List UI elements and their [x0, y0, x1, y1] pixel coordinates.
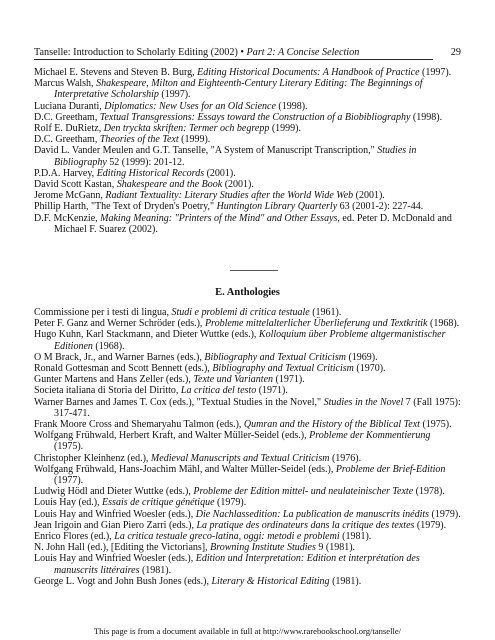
- entry-rest: 63 (2001-2): 227-44.: [337, 201, 424, 213]
- entry-title: Diplomatics: New Uses for an Old Science: [104, 100, 276, 112]
- entry-title: Probleme der Kommentierung: [309, 430, 431, 442]
- bibliography-entry: [34, 363, 462, 374]
- entry-author: Rolf E. DuRietz,: [34, 123, 104, 135]
- entry-title: Kolloquium über Probleme altgermanistischer Editionen: [54, 329, 446, 352]
- section-heading-anthologies: E. Anthologies: [215, 287, 280, 298]
- page-footer: This page is from a document available in full at http://www.rarebookschool.org/tanselle/: [93, 626, 402, 636]
- page-number: 29: [450, 47, 461, 58]
- entry-title: Texte und Varianten: [193, 374, 274, 386]
- entry-author: Wolfgang Frühwald, Herbert Kraft, and Walter Müller-Seidel (eds.),: [34, 430, 310, 442]
- section-divider: [230, 270, 278, 271]
- bibliography-entry: [34, 123, 462, 134]
- entry-title: Probleme der Brief-Edition: [335, 463, 446, 475]
- entry-rest: (1976).: [329, 452, 362, 464]
- entry-title: Studies in Bibliography: [54, 145, 417, 168]
- bibliography-entry: [34, 542, 462, 553]
- bibliography-entry: [34, 453, 462, 464]
- bibliography-entry: [34, 67, 462, 78]
- entry-title: Studi e problemi di critica testuale: [171, 307, 310, 318]
- bibliography-entry: [34, 352, 462, 363]
- entry-author: Wolfgang Frühwald, Hans-Joachim Mähl, and Walter Müller-Seidel (eds.),: [34, 463, 336, 475]
- entry-rest: (1997).: [419, 67, 452, 78]
- entry-rest: (1978).: [413, 486, 445, 498]
- entry-author: Ronald Gottesman and Scott Bennett (eds.),: [34, 363, 213, 375]
- entry-title: Editing Historical Documents: A Handbook of Practice: [197, 67, 420, 78]
- entry-title: Radiant Textuality: Literary Studies after the World Wide Web: [105, 190, 354, 202]
- entry-rest: (1975).: [54, 441, 84, 453]
- entry-rest: 52 (1999): 201-12.: [106, 156, 185, 168]
- bibliography-list-anthologies: [34, 307, 462, 587]
- bibliography-entry: [34, 553, 462, 575]
- entry-title: Bibliography and Textual Criticism: [212, 363, 354, 375]
- bibliography-entry: [34, 520, 462, 531]
- bibliography-entry: [34, 576, 462, 587]
- entry-author: O M Brack, Jr., and Warner Barnes (eds.),: [34, 351, 205, 363]
- entry-title: Editing Historical Records: [96, 167, 205, 179]
- entry-author: Hugo Kuhn, Karl Stackmann, and Dieter Wuttke (eds.),: [34, 329, 259, 341]
- entry-title: Literary & Historical Editing: [211, 575, 330, 587]
- entry-title: Shakespeare and the Book: [116, 179, 223, 191]
- entry-author: Jean Irigoin and Gian Piero Zarri (eds.),: [34, 519, 197, 531]
- entry-rest: , ed. Peter D. McDonald and Michael F. Suarez (2002).: [54, 212, 452, 235]
- entry-rest: (1999).: [178, 134, 211, 146]
- entry-rest: (1970).: [353, 363, 386, 375]
- entry-rest: (1968).: [92, 340, 125, 352]
- bibliography-entry: [34, 134, 462, 145]
- entry-rest: (1977).: [54, 475, 84, 487]
- entry-author: Jerome McGann,: [34, 190, 106, 202]
- header-part: Part 2: A Concise Selection: [246, 47, 360, 58]
- bibliography-entry: [34, 78, 462, 100]
- entry-rest: (1981).: [339, 531, 372, 543]
- entry-author: Louis Hay and Winfried Woesler (eds.),: [34, 553, 196, 565]
- bibliography-entry: [34, 374, 462, 385]
- entry-author: Luciana Duranti,: [34, 100, 105, 112]
- entry-title: La pratique des ordinateurs dans la critique des textes: [196, 519, 415, 531]
- entry-author: Marcus Walsh,: [34, 78, 97, 90]
- entry-author: Louis Hay (ed.),: [34, 497, 103, 509]
- header-title: Tanselle: Introduction to Scholarly Editing (2002): [34, 47, 238, 58]
- entry-author: Societa italiana di Storia del Diritto,: [34, 385, 181, 397]
- entry-author: Christopher Kleinhenz (ed.),: [34, 452, 151, 464]
- entry-rest: (1971).: [256, 385, 288, 397]
- entry-rest: (2001).: [204, 167, 236, 179]
- bibliography-entry: [34, 213, 462, 235]
- entry-title: Huntington Library Quarterly: [216, 201, 338, 213]
- entry-title: Medieval Manuscripts and Textual Criticism: [150, 452, 330, 464]
- entry-author: Phillip Harth, "The Text of Dryden's Poetry,": [34, 201, 217, 213]
- bibliography-entry: [34, 430, 462, 452]
- entry-title: Studies in the Novel: [323, 396, 404, 408]
- entry-author: D.C. Greetham,: [34, 134, 100, 146]
- entry-rest: (1971).: [273, 374, 305, 386]
- entry-title: Probleme mittelalterlicher Überlieferung und Textkritik: [204, 318, 428, 330]
- bibliography-entry: [34, 464, 462, 486]
- entry-title: Edition und Interpretation: Edition et interprétation des manuscrits littéraires: [54, 553, 420, 576]
- entry-title: Shakespeare, Milton and Eighteenth-Century Literary Editing: The Beginnings of Interpretative Scholarship: [54, 78, 423, 101]
- bibliography-entry: [34, 145, 462, 167]
- entry-author: P.D.A. Harvey,: [34, 167, 97, 179]
- bibliography-entry: [34, 329, 462, 351]
- entry-author: N. John Hall (ed.), [Editing the Victorians],: [34, 542, 211, 554]
- bibliography-entry: [34, 419, 462, 430]
- entry-title: Textual Transgressions: Essays toward the Construction of a Biobibliography: [99, 111, 411, 123]
- bibliography-entry: [34, 318, 462, 329]
- entry-rest: (1998).: [410, 111, 443, 123]
- bibliography-entry: [34, 179, 462, 190]
- entry-rest: (1979).: [214, 497, 247, 509]
- entry-author: D.F. McKenzie,: [34, 212, 101, 224]
- bibliography-list-primary: [34, 67, 462, 235]
- bibliography-entry: [34, 509, 462, 520]
- running-header: [34, 47, 461, 60]
- entry-rest: (1998).: [275, 100, 308, 112]
- entry-title: La critica del testo: [180, 385, 257, 397]
- entry-title: Theories of the Text: [99, 134, 179, 146]
- entry-rest: (2001).: [222, 179, 254, 191]
- entry-title: Essais de critique génétique: [102, 497, 215, 509]
- entry-author: George L. Vogt and John Bush Jones (eds.),: [34, 575, 212, 587]
- entry-author: Frank Moore Cross and Shemaryahu Talmon (eds.),: [34, 419, 244, 431]
- bibliography-entry: [34, 397, 462, 419]
- bibliography-entry: [34, 112, 462, 123]
- header-bullet: •: [240, 47, 244, 58]
- entry-rest: (1975).: [419, 419, 452, 431]
- entry-rest: (1968).: [427, 318, 460, 330]
- bibliography-entry: [34, 101, 462, 112]
- entry-title: Making Meaning: "Printers of the Mind" and Other Essays: [100, 212, 338, 224]
- entry-title: Bibliography and Textual Criticism: [204, 351, 346, 363]
- entry-rest: (1979).: [429, 508, 461, 520]
- entry-rest: (1981).: [329, 575, 362, 587]
- entry-rest: (2001).: [353, 190, 385, 202]
- bibliography-entry: [34, 307, 462, 318]
- bibliography-entry: [34, 168, 462, 179]
- entry-rest: 9 (1981).: [315, 542, 356, 554]
- entry-author: David L. Vander Meulen and G.T. Tanselle, "A System of Manuscript Transcription,": [34, 145, 378, 157]
- entry-rest: 7 (Fall 1975): 317-471.: [54, 396, 461, 419]
- entry-rest: (1961).: [309, 307, 342, 318]
- entry-rest: (1981).: [139, 564, 172, 576]
- bibliography-entry: [34, 486, 462, 497]
- entry-author: Commissione per i testi di lingua,: [34, 307, 172, 318]
- entry-title: Probleme der Edition mittel- und neulateinischer Texte: [193, 486, 414, 498]
- entry-author: David Scott Kastan,: [34, 179, 117, 191]
- bibliography-entry: [34, 190, 462, 201]
- entry-author: Enrico Flores (ed.),: [34, 531, 115, 543]
- entry-author: Ludwig Hödl and Dieter Wuttke (eds.),: [34, 486, 194, 498]
- entry-title: Den tryckta skriften: Termer och begrepp: [103, 123, 270, 135]
- bibliography-entry: [34, 531, 462, 542]
- bibliography-entry: [34, 497, 462, 508]
- entry-author: Michael E. Stevens and Steven B. Burg,: [34, 67, 198, 78]
- bibliography-entry: [34, 385, 462, 396]
- entry-author: Louis Hay and Winfried Woesler (eds.),: [34, 508, 196, 520]
- entry-rest: (1997).: [158, 89, 191, 101]
- entry-author: Warner Barnes and James T. Cox (eds.), "Textual Studies in the Novel,": [34, 396, 324, 408]
- bibliography-entry: [34, 201, 462, 212]
- entry-title: La critica testuale greco-latina, oggi: metodi e problemi: [114, 531, 340, 543]
- entry-title: Qumran and the History of the Biblical Text: [243, 419, 420, 431]
- entry-author: D.C. Greetham,: [34, 111, 100, 123]
- entry-rest: (1999).: [269, 123, 302, 135]
- entry-rest: (1969).: [345, 351, 378, 363]
- entry-rest: (1979).: [414, 519, 447, 531]
- entry-title: Die Nachlassedition: La publication de manuscrits inédits: [195, 508, 430, 520]
- entry-author: Peter F. Ganz and Werner Schröder (eds.),: [34, 318, 205, 330]
- entry-title: Browning Institute Studies: [210, 542, 316, 554]
- entry-author: Gunter Martens and Hans Zeller (eds.),: [34, 374, 194, 386]
